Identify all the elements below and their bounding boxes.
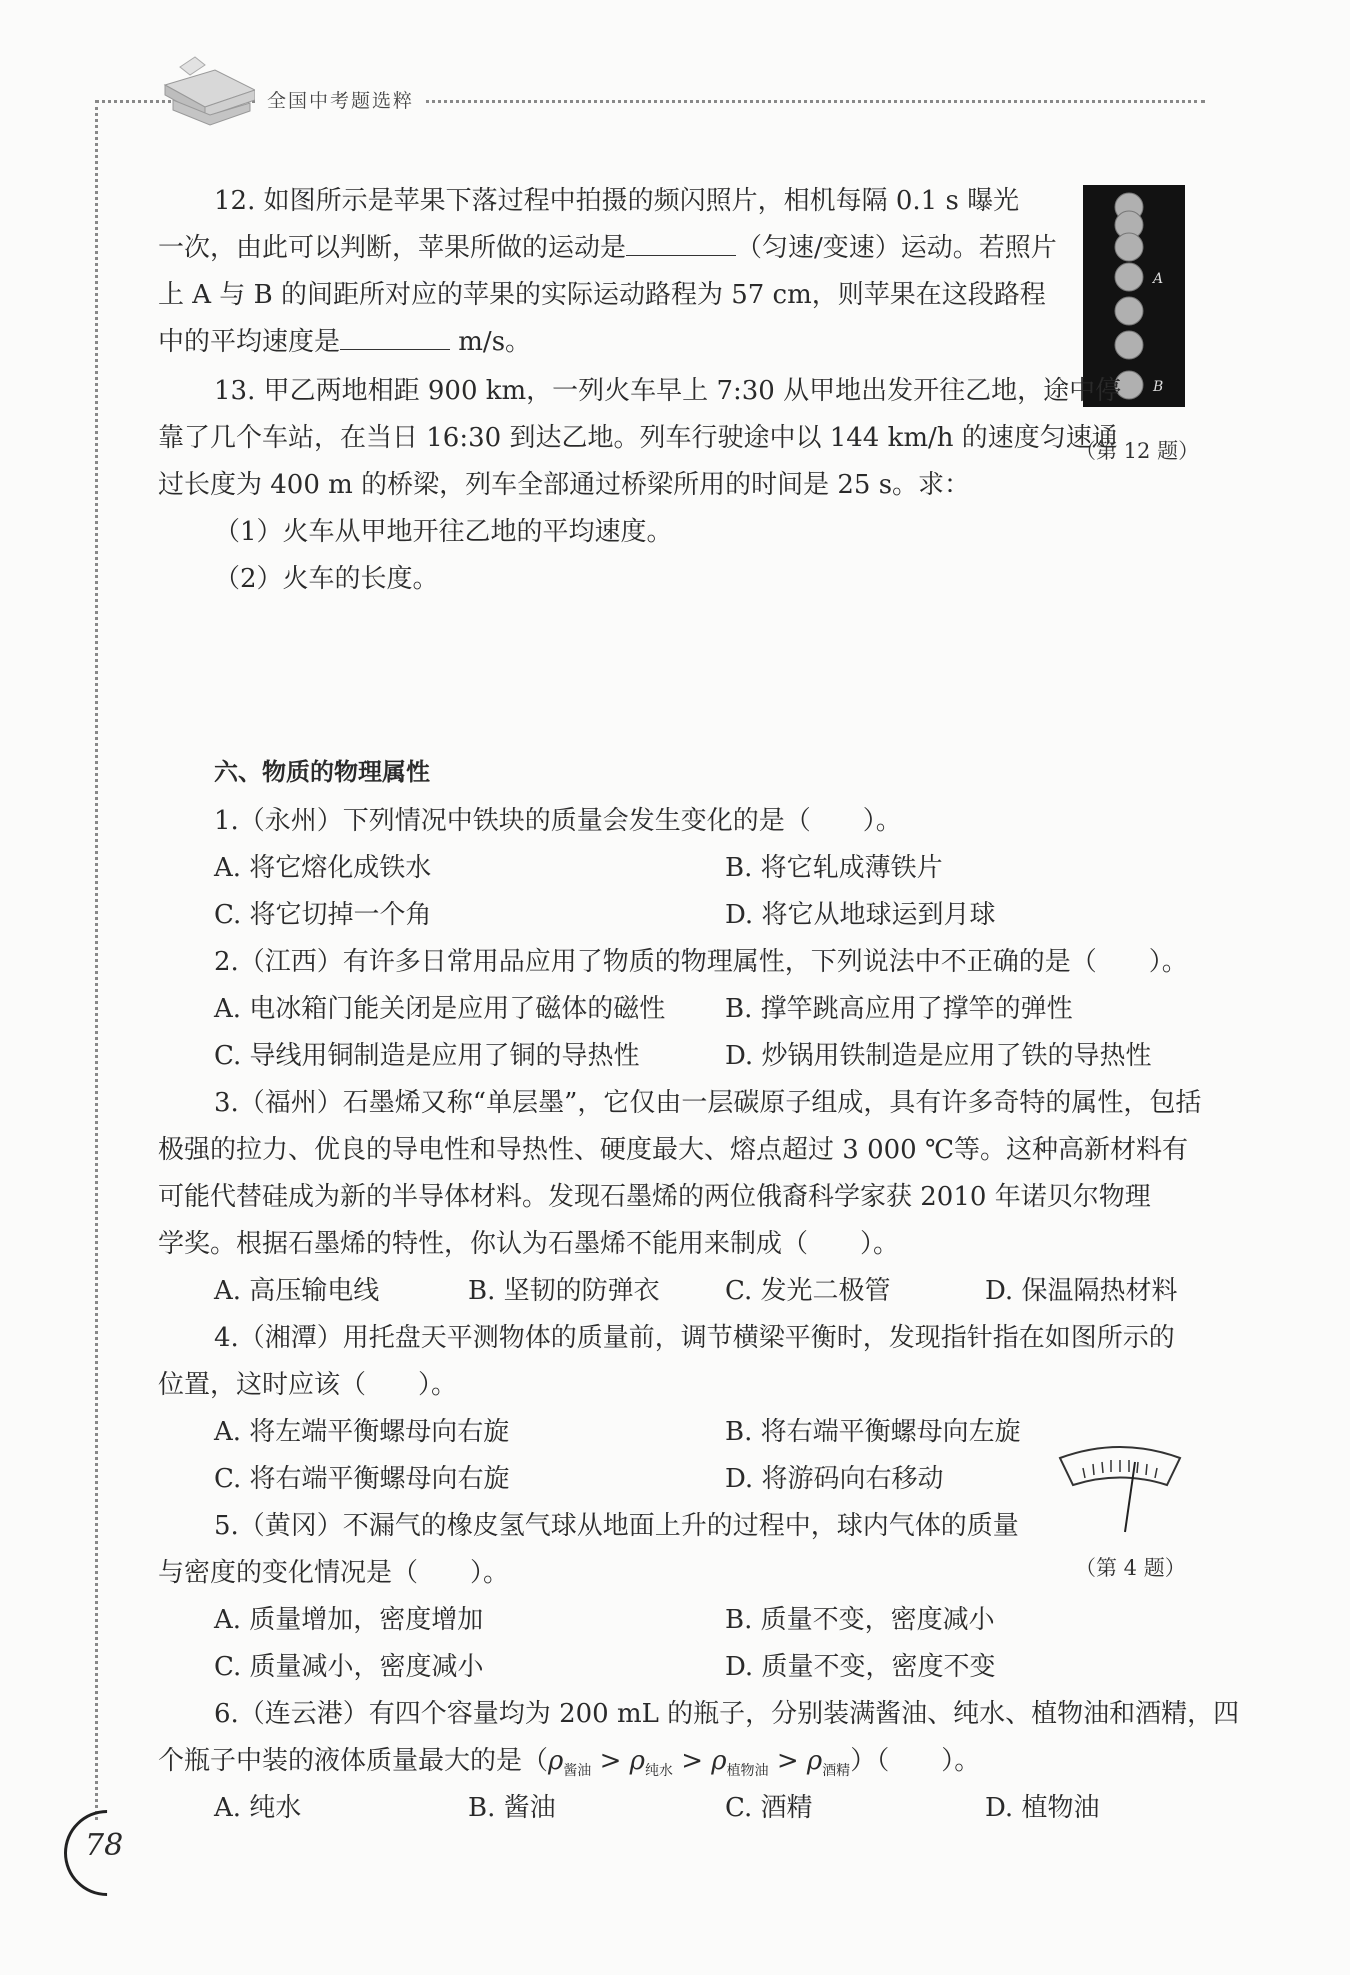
q13-line-3: 过长度为 400 m 的桥梁，列车全部通过桥梁所用的时间是 25 s。求： [158,470,971,500]
s1-option-d[interactable]: D. 将它从地球运到月球 [725,900,996,930]
q12-line-4: 中的平均速度是 m/s。 [158,327,532,357]
q13-line-1: 13. 甲乙两地相距 900 km，一列火车早上 7:30 从甲地出发开往乙地，途中停 [214,376,1122,406]
answer-blank[interactable] [626,233,736,256]
s1-option-a[interactable]: A. 将它熔化成铁水 [214,853,432,883]
s4-line-1: 4.（湘潭）用托盘天平测物体的质量前，调节横梁平衡时，发现指针指在如图所示的 [214,1323,1175,1353]
q13-part-2: （2）火车的长度。 [214,564,439,594]
s6-option-a[interactable]: A. 纯水 [214,1793,302,1823]
page-number: 78 [85,1828,124,1863]
s6-line-2: 个瓶子中装的液体质量最大的是$(\rho_{酱油} > \rho_{纯水} > \rho_{植物油} > \rho_{酒精})$（ ）。 [158,1746,981,1780]
s5-option-d[interactable]: D. 质量不变，密度不变 [725,1652,996,1682]
s2-option-a[interactable]: A. 电冰箱门能关闭是应用了磁体的磁性 [214,994,666,1024]
s4-option-a[interactable]: A. 将左端平衡螺母向右旋 [214,1417,510,1447]
photo-label-b: B [1153,379,1164,395]
s3-line-1: 3.（福州）石墨烯又称“单层墨”，它仅由一层碳原子组成，具有许多奇特的属性，包括 [214,1088,1202,1118]
balance-scale-dial [1055,1440,1185,1545]
s4-caption: （第 4 题） [1075,1556,1186,1580]
s4-option-d[interactable]: D. 将游码向右移动 [725,1464,944,1494]
s3-line-4: 学奖。根据石墨烯的特性，你认为石墨烯不能用来制成（ ）。 [158,1229,900,1259]
q13-line-2: 靠了几个车站，在当日 16:30 到达乙地。列车行驶途中以 144 km/h 的速度匀速通 [158,423,1118,453]
s5-option-c[interactable]: C. 质量减小，密度减小 [214,1652,484,1682]
s6-option-d[interactable]: D. 植物油 [985,1793,1100,1823]
s6-line-1: 6.（连云港）有四个容量均为 200 mL 的瓶子，分别装满酱油、纯水、植物油和酒精，四 [214,1699,1240,1729]
q12-line-2: 一次，由此可以判断，苹果所做的运动是 （匀速/变速）运动。若照片 [158,233,1057,263]
s2-option-c[interactable]: C. 导线用铜制造是应用了铜的导热性 [214,1041,640,1071]
s2-option-b[interactable]: B. 撑竿跳高应用了撑竿的弹性 [725,994,1073,1024]
s1-option-c[interactable]: C. 将它切掉一个角 [214,900,432,930]
q12-caption: （第 12 题） [1075,439,1200,463]
header-title: 全国中考题选粹 [255,86,426,113]
s6-option-c[interactable]: C. 酒精 [725,1793,813,1823]
s3-line-3: 可能代替硅成为新的半导体材料。发现石墨烯的两位俄裔科学家获 2010 年诺贝尔物理 [158,1182,1151,1212]
s2-stem: 2.（江西）有许多日常用品应用了物质的物理属性，下列说法中不正确的是（ ）。 [214,947,1188,977]
s1-option-b[interactable]: B. 将它轧成薄铁片 [725,853,943,883]
s5-line-1: 5.（黄冈）不漏气的橡皮氢气球从地面上升的过程中，球内气体的质量 [214,1511,1019,1541]
s4-option-c[interactable]: C. 将右端平衡螺母向右旋 [214,1464,510,1494]
s4-line-2: 位置，这时应该（ ）。 [158,1370,458,1400]
photo-label-a: A [1153,271,1164,287]
q12-line-1: 12. 如图所示是苹果下落过程中拍摄的频闪照片，相机每隔 0.1 s 曝光 [214,186,1020,216]
q12-line-3: 上 A 与 B 的间距所对应的苹果的实际运动路程为 57 cm，则苹果在这段路程 [158,280,1046,310]
s5-option-a[interactable]: A. 质量增加，密度增加 [214,1605,484,1635]
s5-option-b[interactable]: B. 质量不变，密度减小 [725,1605,995,1635]
s3-option-b[interactable]: B. 坚韧的防弹衣 [468,1276,660,1306]
section-title: 六、物质的物理属性 [214,758,430,786]
left-dotted-border [95,100,98,1820]
q13-part-1: （1）火车从甲地开往乙地的平均速度。 [214,517,673,547]
s5-line-2: 与密度的变化情况是（ ）。 [158,1558,510,1588]
s3-option-c[interactable]: C. 发光二极管 [725,1276,891,1306]
s3-option-a[interactable]: A. 高压输电线 [214,1276,380,1306]
s3-option-d[interactable]: D. 保温隔热材料 [985,1276,1178,1306]
answer-blank[interactable] [340,327,450,350]
books-icon [155,55,265,135]
s6-option-b[interactable]: B. 酱油 [468,1793,556,1823]
s3-line-2: 极强的拉力、优良的导电性和导热性、硬度最大、熔点超过 3 000 ℃等。这种高新材料有 [158,1135,1189,1165]
s1-stem: 1.（永州）下列情况中铁块的质量会发生变化的是（ ）。 [214,806,902,836]
s2-option-d[interactable]: D. 炒锅用铁制造是应用了铁的导热性 [725,1041,1152,1071]
s4-option-b[interactable]: B. 将右端平衡螺母向左旋 [725,1417,1021,1447]
